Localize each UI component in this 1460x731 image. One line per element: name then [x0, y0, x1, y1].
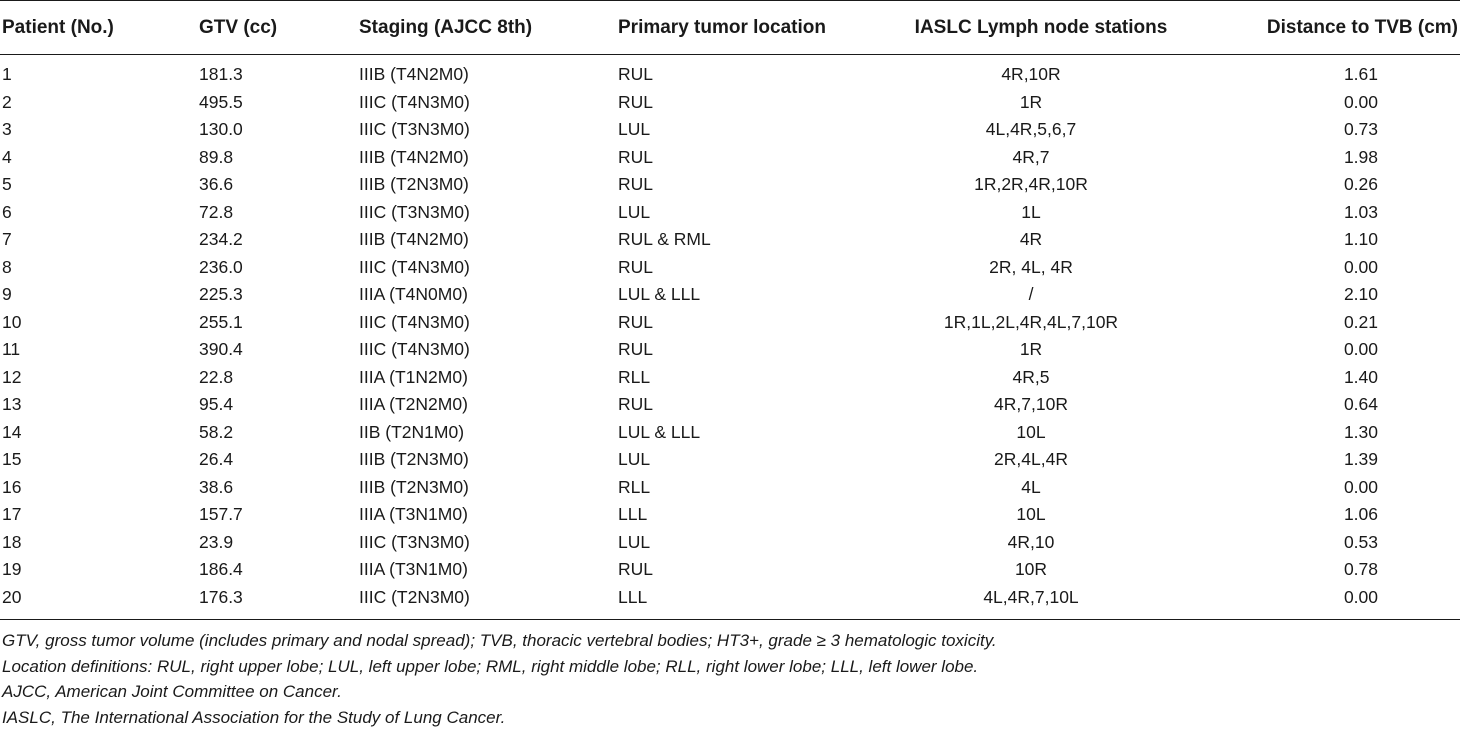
cell-staging: IIIC (T4N3M0)	[359, 91, 470, 112]
table-row	[0, 419, 1460, 447]
cell-gtv: 157.7	[199, 504, 243, 525]
footnote-abbreviations: GTV, gross tumor volume (includes primary and nodal spread); TVB, thoracic vertebral bodies; HT3+, grade ≥ 3 hematologic toxicity.	[2, 631, 997, 650]
cell-distance-to-tvb: 1.03	[1343, 201, 1378, 222]
cell-distance-to-tvb: 0.73	[1343, 119, 1378, 140]
cell-staging: IIIC (T4N3M0)	[359, 339, 470, 360]
cell-lymph-node-stations: 1R,1L,2L,4R,4L,7,10R	[943, 311, 1119, 332]
header-distance-to-tvb: Distance to TVB (cm)	[1266, 16, 1458, 38]
cell-lymph-node-stations: 10L	[1016, 504, 1046, 525]
cell-gtv: 255.1	[199, 311, 243, 332]
cell-lymph-node-stations: 4L,4R,5,6,7	[985, 119, 1077, 140]
cell-patient-no: 11	[2, 339, 21, 360]
cell-gtv: 23.9	[199, 531, 234, 552]
table-row	[0, 391, 1460, 419]
cell-primary-tumor-location: RUL	[618, 311, 654, 332]
cell-primary-tumor-location: LUL & LLL	[618, 421, 701, 442]
header-lymph-node-stations: IASLC Lymph node stations	[914, 16, 1168, 38]
cell-patient-no: 13	[2, 394, 22, 415]
cell-staging: IIIC (T3N3M0)	[359, 201, 470, 222]
cell-patient-no: 17	[2, 504, 22, 525]
cell-primary-tumor-location: RUL	[618, 64, 654, 85]
table-body	[0, 55, 1460, 620]
cell-staging: IIIB (T2N3M0)	[359, 449, 469, 470]
cell-primary-tumor-location: RUL	[618, 146, 654, 167]
cell-distance-to-tvb: 0.00	[1343, 586, 1378, 607]
cell-patient-no: 2	[2, 91, 12, 112]
cell-primary-tumor-location: LUL & LLL	[618, 284, 701, 305]
cell-patient-no: 10	[2, 311, 22, 332]
cell-staging: IIIC (T4N3M0)	[359, 256, 470, 277]
cell-staging: IIIB (T4N2M0)	[359, 229, 469, 250]
header-gtv: GTV (cc)	[199, 16, 278, 38]
header-patient-no: Patient (No.)	[2, 16, 114, 38]
cell-staging: IIB (T2N1M0)	[359, 421, 465, 442]
cell-distance-to-tvb: 0.78	[1343, 559, 1378, 580]
cell-primary-tumor-location: RLL	[618, 476, 651, 497]
cell-distance-to-tvb: 0.21	[1343, 311, 1378, 332]
cell-staging: IIIA (T3N1M0)	[359, 504, 468, 525]
cell-staging: IIIC (T3N3M0)	[359, 119, 470, 140]
cell-primary-tumor-location: RUL	[618, 394, 654, 415]
cell-primary-tumor-location: LUL	[618, 531, 651, 552]
cell-distance-to-tvb: 1.30	[1343, 421, 1378, 442]
cell-patient-no: 8	[2, 256, 12, 277]
table-footnotes	[2, 628, 997, 730]
cell-gtv: 58.2	[199, 421, 234, 442]
cell-primary-tumor-location: RUL	[618, 339, 654, 360]
cell-staging: IIIC (T2N3M0)	[359, 586, 470, 607]
footnote-location-definitions: Location definitions: RUL, right upper lobe; LUL, left upper lobe; RML, right middle lobe; RLL, right lower lobe; LLL, left lower lobe.	[2, 656, 979, 676]
table-row	[0, 171, 1460, 199]
cell-gtv: 22.8	[199, 366, 234, 387]
cell-primary-tumor-location: LUL	[618, 449, 651, 470]
cell-lymph-node-stations: 1R	[1019, 91, 1043, 112]
cell-staging: IIIA (T2N2M0)	[359, 394, 468, 415]
header-primary-tumor-location: Primary tumor location	[618, 16, 826, 38]
cell-primary-tumor-location: RUL	[618, 91, 654, 112]
cell-lymph-node-stations: 1R	[1019, 339, 1043, 360]
cell-gtv: 186.4	[199, 559, 243, 580]
cell-distance-to-tvb: 0.00	[1343, 256, 1378, 277]
cell-distance-to-tvb: 0.64	[1343, 394, 1378, 415]
cell-primary-tumor-location: RUL	[618, 174, 654, 195]
cell-patient-no: 14	[2, 421, 22, 442]
table-row	[0, 254, 1460, 282]
cell-patient-no: 20	[2, 586, 22, 607]
cell-lymph-node-stations: 1L	[1021, 201, 1041, 222]
table-header-row	[0, 1, 1460, 55]
cell-distance-to-tvb: 1.06	[1343, 504, 1378, 525]
table-row	[0, 144, 1460, 172]
cell-gtv: 234.2	[199, 229, 243, 250]
table-row	[0, 501, 1460, 529]
cell-gtv: 181.3	[199, 64, 243, 85]
table-row	[0, 336, 1460, 364]
footnote-ajcc: AJCC, American Joint Committee on Cancer.	[2, 682, 342, 701]
cell-patient-no: 12	[2, 366, 22, 387]
cell-patient-no: 5	[2, 174, 12, 195]
cell-patient-no: 16	[2, 476, 22, 497]
cell-gtv: 130.0	[199, 119, 243, 140]
cell-patient-no: 7	[2, 229, 12, 250]
cell-gtv: 176.3	[199, 586, 243, 607]
cell-patient-no: 18	[2, 531, 22, 552]
table-row	[0, 529, 1460, 557]
cell-lymph-node-stations: 4L,4R,7,10L	[983, 586, 1079, 607]
cell-patient-no: 15	[2, 449, 22, 470]
header-staging: Staging (AJCC 8th)	[359, 16, 533, 38]
table-row	[0, 474, 1460, 502]
cell-lymph-node-stations: 10R	[1014, 559, 1048, 580]
cell-primary-tumor-location: LLL	[618, 586, 648, 607]
cell-primary-tumor-location: LUL	[618, 119, 651, 140]
cell-lymph-node-stations: 4R,7,10R	[994, 394, 1068, 415]
cell-staging: IIIA (T4N0M0)	[359, 284, 468, 305]
cell-staging: IIIB (T2N3M0)	[359, 476, 469, 497]
cell-lymph-node-stations: /	[1028, 284, 1034, 305]
table-row	[0, 226, 1460, 254]
cell-primary-tumor-location: RLL	[618, 366, 651, 387]
cell-patient-no: 9	[2, 284, 12, 305]
cell-gtv: 38.6	[199, 476, 234, 497]
cell-distance-to-tvb: 1.39	[1343, 449, 1378, 470]
cell-primary-tumor-location: RUL	[618, 256, 654, 277]
cell-distance-to-tvb: 1.40	[1343, 366, 1378, 387]
cell-distance-to-tvb: 0.53	[1343, 531, 1378, 552]
cell-lymph-node-stations: 4R,5	[1012, 366, 1050, 387]
cell-lymph-node-stations: 2R,4L,4R	[994, 449, 1068, 470]
cell-gtv: 225.3	[199, 284, 243, 305]
table-row	[0, 309, 1460, 337]
cell-lymph-node-stations: 4R,7	[1012, 146, 1050, 167]
cell-lymph-node-stations: 4R,10R	[1001, 64, 1061, 85]
table-row	[0, 55, 1460, 89]
cell-lymph-node-stations: 4R	[1019, 229, 1043, 250]
cell-distance-to-tvb: 1.10	[1343, 229, 1378, 250]
cell-patient-no: 1	[2, 64, 12, 85]
cell-primary-tumor-location: RUL	[618, 559, 654, 580]
cell-primary-tumor-location: LLL	[618, 504, 648, 525]
cell-gtv: 236.0	[199, 256, 243, 277]
cell-primary-tumor-location: RUL & RML	[618, 229, 711, 250]
cell-lymph-node-stations: 4L	[1021, 476, 1041, 497]
cell-gtv: 36.6	[199, 174, 234, 195]
cell-patient-no: 4	[2, 146, 12, 167]
cell-gtv: 95.4	[199, 394, 234, 415]
cell-distance-to-tvb: 0.26	[1343, 174, 1378, 195]
table-row	[0, 89, 1460, 117]
cell-distance-to-tvb: 0.00	[1343, 339, 1378, 360]
cell-lymph-node-stations: 10L	[1016, 421, 1046, 442]
cell-primary-tumor-location: LUL	[618, 201, 651, 222]
cell-staging: IIIC (T3N3M0)	[359, 531, 470, 552]
cell-staging: IIIB (T4N2M0)	[359, 146, 469, 167]
cell-distance-to-tvb: 1.61	[1343, 64, 1378, 85]
cell-staging: IIIA (T1N2M0)	[359, 366, 468, 387]
table-row	[0, 199, 1460, 227]
table-row	[0, 446, 1460, 474]
cell-staging: IIIC (T4N3M0)	[359, 311, 470, 332]
cell-patient-no: 19	[2, 559, 22, 580]
cell-lymph-node-stations: 4R,10	[1007, 531, 1055, 552]
cell-distance-to-tvb: 2.10	[1343, 284, 1378, 305]
cell-distance-to-tvb: 0.00	[1343, 91, 1378, 112]
cell-gtv: 72.8	[199, 201, 234, 222]
cell-staging: IIIB (T2N3M0)	[359, 174, 469, 195]
table-row	[0, 116, 1460, 144]
table-row	[0, 364, 1460, 392]
table-row	[0, 584, 1460, 620]
footnote-iaslc: IASLC, The International Association for the Study of Lung Cancer.	[2, 707, 506, 727]
cell-distance-to-tvb: 1.98	[1343, 146, 1378, 167]
cell-patient-no: 3	[2, 119, 12, 140]
table-row	[0, 281, 1460, 309]
cell-lymph-node-stations: 2R, 4L, 4R	[989, 256, 1073, 277]
cell-gtv: 495.5	[199, 91, 243, 112]
cell-staging: IIIB (T4N2M0)	[359, 64, 469, 85]
cell-gtv: 26.4	[199, 449, 234, 470]
table-row	[0, 556, 1460, 584]
cell-distance-to-tvb: 0.00	[1343, 476, 1378, 497]
cell-gtv: 89.8	[199, 146, 234, 167]
cell-lymph-node-stations: 1R,2R,4R,10R	[974, 174, 1088, 195]
cell-gtv: 390.4	[199, 339, 243, 360]
cell-patient-no: 6	[2, 201, 12, 222]
cell-staging: IIIA (T3N1M0)	[359, 559, 468, 580]
